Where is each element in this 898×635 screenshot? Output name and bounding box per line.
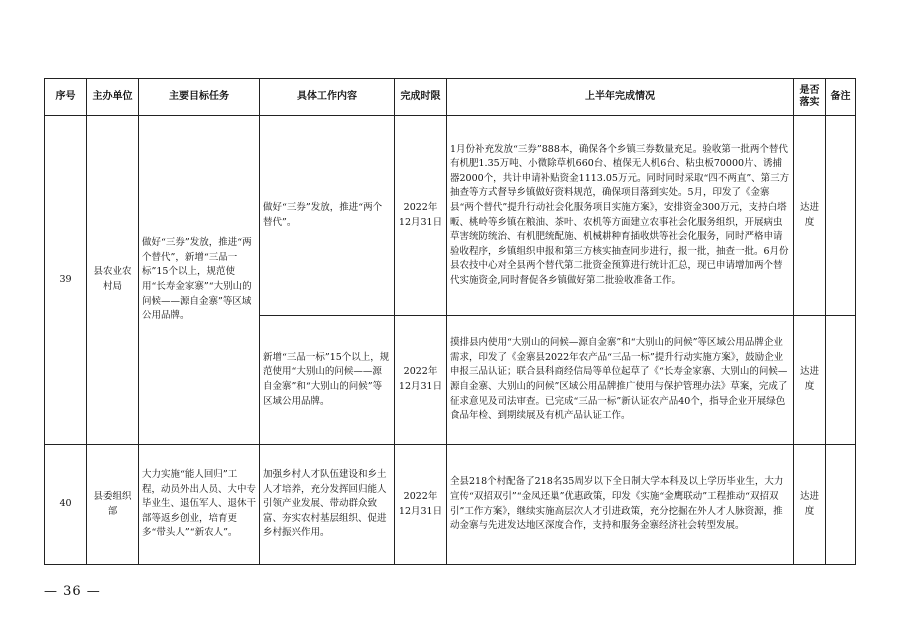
row-remark [826,445,856,565]
row-remark [826,116,856,316]
header-progress: 上半年完成情况 [447,79,794,116]
header-target: 主要目标任务 [139,79,260,116]
row-content: 做好“三券”发放，推进“两个替代”。 [260,116,395,316]
header-deadline: 完成时限 [395,79,447,116]
row-no: 40 [45,445,87,565]
row-target: 大力实施“能人回归”工程，动员外出人员、大中专毕业生、退伍军人、退休干部等返乡创业，培育更多“带头人”“新农人”。 [139,445,260,565]
row-progress: 摸排县内使用“大别山的问候—源自金寨”和“大别山的问候”等区域公用品牌企业需求，印发了《金寨县2022年农产品“三品一标”提升行动实施方案》，鼓励企业申报三品认证；联合县科商经信局等单位起草了《“长寿金家寨、大别山的问候—源自金寨、大别山的问候”区域公用品牌推广使用与保护管理办法》草案，完成了征求意见及司法审查。已完成“三品一标”新认证农产品40个，指导企业开展绿色食品年检、到期续展及有机产品认证工作。 [447,316,794,445]
row-deadline: 2022年12月31日 [395,316,447,445]
row-unit: 县农业农村局 [87,116,139,445]
row-implemented: 达进度 [794,316,826,445]
header-no: 序号 [45,79,87,116]
row-content: 新增“三品一标”15个以上，规范使用“大别山的问候——源自金寨”和“大别山的问候”等区域公用品牌。 [260,316,395,445]
header-content: 具体工作内容 [260,79,395,116]
row-progress: 全县218个村配备了218名35周岁以下全日制大学本科及以上学历毕业生，大力宣传“双招双引”“金凤还巢”优惠政策，印发《实施“金鹰联动”工程推动“双招双引”工作方案》，继续实施高层次人才引进政策，充分挖掘在外人才人脉资源，推动金寨与先进发达地区深度合作，支持和服务金寨经济社会转型发展。 [447,445,794,565]
page-number: — 36 — [44,584,101,599]
row-remark [826,316,856,445]
row-implemented: 达进度 [794,116,826,316]
row-content: 加强乡村人才队伍建设和乡土人才培养，充分发挥回归能人引领产业发展、带动群众致富、夯实农村基层组织、促进乡村振兴作用。 [260,445,395,565]
row-implemented: 达进度 [794,445,826,565]
row-target: 做好“三券”发放，推进“两个替代”，新增“三品一标”15个以上，规范使用“长寿金家寨”“大别山的问候——源自金寨”等区域公用品牌。 [139,116,260,445]
work-progress-table [44,78,856,565]
table-row [45,116,856,316]
header-remark: 备注 [826,79,856,116]
table-row [45,445,856,565]
row-unit: 县委组织部 [87,445,139,565]
header-implemented: 是否落实 [794,79,826,116]
header-unit: 主办单位 [87,79,139,116]
row-deadline: 2022年12月31日 [395,116,447,316]
row-no: 39 [45,116,87,445]
row-deadline: 2022年12月31日 [395,445,447,565]
row-progress: 1月份补充发放“三券”888本，确保各个乡镇三券数量充足。验收第一批两个替代有机肥1.35万吨、小微除草机660台、植保无人机6台、粘虫板70000片、诱捕器2000个，共计申请补贴资金1113.05万元。同时同时采取“四不两直”、第三方抽查等方式督导乡镇做好资料规范，确保项目落到实处。5月，印发了《金寨县“两个替代”提升行动社会化服务项目实施方案》，安排资金300万元，支持白塔畈、桃岭等乡镇在粮油、茶叶、农机等方面建立农事社会化服务组织，开展病虫草害统防统治、有机肥统配施、机械耕种育插收烘等社会化服务，同时严格申请验收程序，乡镇组织申报和第三方核实抽查同步进行，报一批，抽查一批。6月份县农技中心对全县两个替代第二批资金预算进行统计汇总，现已申请增加两个替代实施资金,同时督促各乡镇做好第二批验收准备工作。 [447,116,794,316]
table-header-row [45,79,856,116]
